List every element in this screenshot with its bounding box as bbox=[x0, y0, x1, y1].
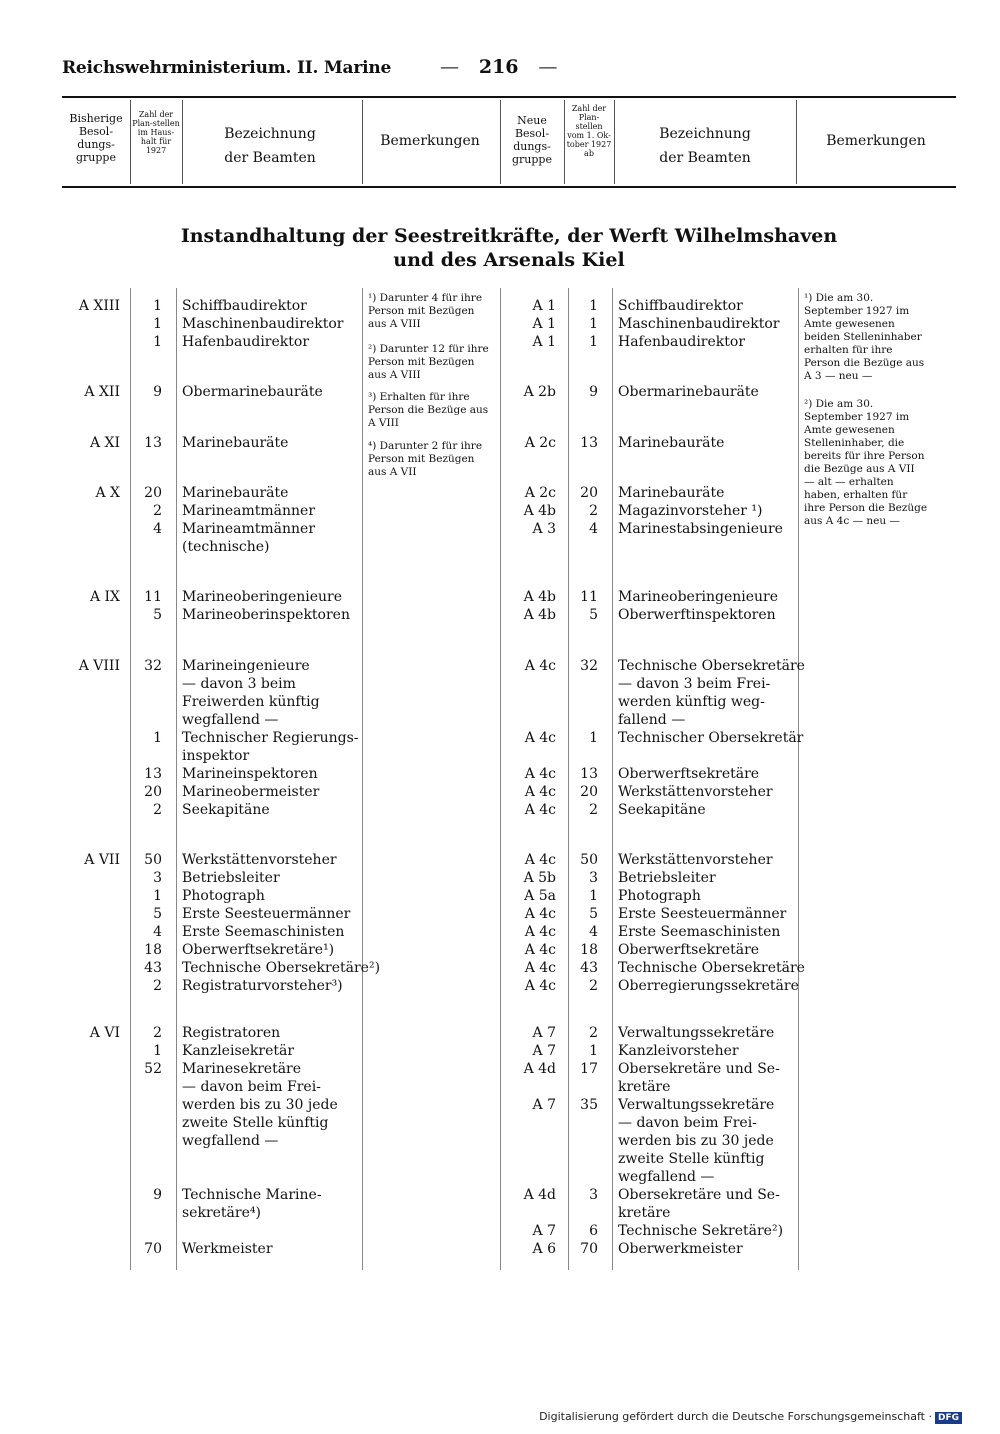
table-cell-new-count: 9 bbox=[589, 384, 598, 400]
table-cell-old-group bbox=[62, 606, 120, 624]
table-cell-old-group bbox=[62, 765, 120, 783]
table-cell-old-count bbox=[132, 747, 162, 765]
table-cell-old-title: Maschinenbaudirektor bbox=[182, 316, 344, 332]
table-cell-new-group: A 6 bbox=[532, 1241, 556, 1257]
table-cell-new-group: A 5b bbox=[523, 870, 556, 886]
table-cell-new-title: Oberwerftsekretäre bbox=[618, 942, 760, 958]
table-cell-old-count: 4 bbox=[153, 924, 162, 940]
table-cell-new-count bbox=[570, 693, 598, 711]
table-cell-old-title: Werkstättenvorsteher bbox=[182, 852, 337, 868]
page-number-block bbox=[440, 56, 557, 78]
table-cell-old-group bbox=[62, 941, 120, 959]
table-cell-new-count bbox=[570, 1168, 598, 1186]
table-cell-old-title bbox=[182, 1222, 360, 1240]
table-cell-old-count bbox=[132, 711, 162, 729]
table-cell-old-title: Marineoberinspektoren bbox=[182, 607, 350, 623]
table-cell-new-count: 1 bbox=[589, 730, 598, 746]
table-cell-old-group bbox=[62, 1078, 120, 1096]
table-cell-new-title: Marineoberingenieure bbox=[618, 589, 779, 605]
table-cell-old-count: 5 bbox=[153, 607, 162, 623]
table-cell-old-group bbox=[62, 887, 120, 905]
table-cell-old-title: Technische Obersekretäre²) bbox=[182, 960, 381, 976]
table-cell-new-title: werden künftig weg- bbox=[618, 694, 765, 710]
table-cell-new-title: Schiffbaudirektor bbox=[618, 298, 743, 314]
table-cell-old-count bbox=[132, 1222, 162, 1240]
table-cell-new-group bbox=[504, 1150, 556, 1168]
table-cell-new-count bbox=[570, 711, 598, 729]
table-cell-old-group bbox=[62, 333, 120, 351]
table-cell-old-title: Erste Seesteuermänner bbox=[182, 906, 351, 922]
col-divider bbox=[564, 100, 565, 184]
table-cell-new-count: 4 bbox=[589, 924, 598, 940]
table-cell-new-title: Erste Seemaschinisten bbox=[618, 924, 781, 940]
table-cell-new-group: A 2c bbox=[524, 485, 556, 501]
table-cell-new-group: A 4c bbox=[524, 906, 556, 922]
table-cell-new-group: A 5a bbox=[524, 888, 556, 904]
table-cell-new-title: Oberwerkmeister bbox=[618, 1241, 743, 1257]
table-cell-old-group bbox=[62, 977, 120, 995]
table-cell-new-count: 17 bbox=[580, 1061, 598, 1077]
table-cell-new-group: A 4c bbox=[524, 730, 556, 746]
table-cell-old-title: wegfallend — bbox=[182, 712, 279, 728]
table-cell-new-count: 6 bbox=[589, 1223, 598, 1239]
table-cell-old-count: 11 bbox=[144, 589, 162, 605]
table-cell-old-title: Technische Marine- bbox=[182, 1187, 322, 1203]
section-title-line2: und des Arsenals Kiel bbox=[393, 249, 625, 271]
table-cell-new-count: 13 bbox=[580, 766, 598, 782]
table-cell-new-group: A 7 bbox=[532, 1223, 556, 1239]
table-cell-old-group bbox=[62, 1060, 120, 1078]
body-divider bbox=[568, 288, 569, 1270]
table-cell-old-group bbox=[62, 783, 120, 801]
table-cell-new-title: Photograph bbox=[618, 888, 701, 904]
table-cell-old-count: 20 bbox=[144, 485, 162, 501]
col-new-title bbox=[620, 122, 790, 170]
note-left-2: ²) Darunter 12 für ihre Person mit Bezügen aus A VIII bbox=[368, 343, 489, 381]
table-cell-new-group bbox=[504, 1204, 556, 1222]
table-cell-old-title: Seekapitäne bbox=[182, 802, 270, 818]
table-cell-new-group bbox=[504, 1132, 556, 1150]
table-cell-new-count: 20 bbox=[580, 485, 598, 501]
dfg-logo: DFG bbox=[935, 1412, 962, 1424]
table-cell-old-title: Werkmeister bbox=[182, 1241, 273, 1257]
table-cell-new-title: Betriebsleiter bbox=[618, 870, 716, 886]
table-cell-new-title: kretäre bbox=[618, 1079, 671, 1095]
table-cell-new-group: A 1 bbox=[532, 316, 556, 332]
table-cell-new-title: Technische Obersekretäre bbox=[618, 658, 805, 674]
table-cell-new-title bbox=[618, 538, 796, 556]
table-cell-old-count bbox=[132, 1204, 162, 1222]
table-cell-old-count: 9 bbox=[153, 384, 162, 400]
table-cell-old-title: Marineamtmänner bbox=[182, 503, 316, 519]
table-cell-new-count: 4 bbox=[589, 521, 598, 537]
table-cell-old-group bbox=[62, 538, 120, 556]
table-cell-new-title: Obersekretäre und Se- bbox=[618, 1061, 780, 1077]
table-cell-old-count bbox=[132, 1096, 162, 1114]
table-cell-new-group: A 4c bbox=[524, 658, 556, 674]
body-divider bbox=[500, 288, 501, 1270]
table-cell-old-count: 52 bbox=[144, 1061, 162, 1077]
table-cell-old-count: 20 bbox=[144, 784, 162, 800]
table-cell-new-count bbox=[570, 675, 598, 693]
table-cell-new-count bbox=[570, 1078, 598, 1096]
table-cell-old-title: Marinebauräte bbox=[182, 485, 289, 501]
table-cell-old-title: Marineinspektoren bbox=[182, 766, 318, 782]
table-cell-new-count: 70 bbox=[580, 1241, 598, 1257]
table-cell-new-title bbox=[618, 747, 796, 765]
table-cell-new-group: A 4c bbox=[524, 784, 556, 800]
table-cell-old-group: A XI bbox=[89, 435, 120, 451]
table-cell-old-title: Technischer Regierungs- bbox=[182, 730, 359, 746]
col-divider bbox=[362, 100, 363, 184]
table-cell-new-title: Marinebauräte bbox=[618, 435, 725, 451]
note-right-1: ¹) Die am 30. September 1927 im Amte gewesenen beiden Stelleninhaber erhalten für ihre Person die Bezüge aus A 3 — neu — bbox=[804, 292, 925, 382]
table-cell-old-count bbox=[132, 1168, 162, 1186]
table-cell-old-title: Hafenbaudirektor bbox=[182, 334, 310, 350]
table-cell-old-title: Kanzleisekretär bbox=[182, 1043, 295, 1059]
table-cell-old-count: 13 bbox=[144, 435, 162, 451]
table-cell-new-group: A 4c bbox=[524, 942, 556, 958]
table-cell-old-group bbox=[62, 959, 120, 977]
table-cell-new-group: A 4c bbox=[524, 924, 556, 940]
table-cell-new-count: 18 bbox=[580, 942, 598, 958]
col-new-title-line2: der Beamten bbox=[659, 150, 751, 166]
table-cell-new-title: fallend — bbox=[618, 712, 686, 728]
table-cell-new-title: Marinebauräte bbox=[618, 485, 725, 501]
table-cell-old-title: — davon beim Frei- bbox=[182, 1079, 321, 1095]
col-old-group: Bisherige Besol-dungs-gruppe bbox=[69, 112, 123, 164]
table-cell-new-group bbox=[504, 675, 556, 693]
table-cell-old-title: Marinebauräte bbox=[182, 435, 289, 451]
table-cell-old-title: wegfallend — bbox=[182, 1133, 279, 1149]
table-cell-old-count: 1 bbox=[153, 316, 162, 332]
table-cell-new-group: A 1 bbox=[532, 334, 556, 350]
col-divider bbox=[130, 100, 131, 184]
table-cell-new-group: A 4c bbox=[524, 852, 556, 868]
table-cell-old-title: Marinesekretäre bbox=[182, 1061, 302, 1077]
table-cell-new-title: Oberwerftsekretäre bbox=[618, 766, 760, 782]
table-cell-new-count bbox=[570, 1204, 598, 1222]
header-top-rule bbox=[62, 96, 956, 98]
col-old-title bbox=[190, 122, 350, 170]
col-old-remarks: Bemerkungen bbox=[380, 133, 480, 149]
table-cell-old-count bbox=[132, 693, 162, 711]
table-cell-new-title: Hafenbaudirektor bbox=[618, 334, 746, 350]
table-cell-old-group: A XII bbox=[84, 384, 120, 400]
table-cell-old-count: 1 bbox=[153, 888, 162, 904]
table-cell-new-count: 3 bbox=[589, 870, 598, 886]
col-old-count: Zahl der Plan-stellen im Haus-halt für 1927 bbox=[132, 110, 180, 155]
table-cell-new-title: zweite Stelle künftig bbox=[618, 1151, 765, 1167]
body-divider bbox=[612, 288, 613, 1270]
table-cell-new-count: 1 bbox=[589, 888, 598, 904]
table-cell-new-group bbox=[504, 538, 556, 556]
table-cell-new-title: Oberregierungssekretäre bbox=[618, 978, 799, 994]
table-cell-new-count: 1 bbox=[589, 298, 598, 314]
col-old-title-line1: Bezeichnung bbox=[224, 126, 316, 142]
table-cell-old-count: 32 bbox=[144, 658, 162, 674]
table-cell-old-title: inspektor bbox=[182, 748, 250, 764]
table-cell-new-title: Verwaltungssekretäre bbox=[618, 1097, 775, 1113]
table-cell-old-count bbox=[132, 538, 162, 556]
table-cell-new-group bbox=[504, 1168, 556, 1186]
table-cell-old-group bbox=[62, 801, 120, 819]
table-cell-new-group bbox=[504, 1114, 556, 1132]
table-cell-new-count bbox=[570, 747, 598, 765]
table-cell-new-count: 2 bbox=[589, 978, 598, 994]
table-cell-new-group bbox=[504, 693, 556, 711]
table-cell-new-group: A 4b bbox=[523, 589, 556, 605]
table-cell-old-count bbox=[132, 1114, 162, 1132]
table-cell-old-group: A XIII bbox=[78, 298, 120, 314]
table-cell-old-title: Registratoren bbox=[182, 1025, 281, 1041]
col-new-count: Zahl der Plan-stellen vom 1. Ok-tober 1927 ab bbox=[566, 104, 612, 158]
table-cell-new-group: A 7 bbox=[532, 1043, 556, 1059]
table-cell-old-count: 9 bbox=[153, 1187, 162, 1203]
table-cell-old-count: 2 bbox=[153, 978, 162, 994]
table-cell-old-count: 1 bbox=[153, 730, 162, 746]
table-cell-old-title: Erste Seemaschinisten bbox=[182, 924, 345, 940]
table-cell-old-group bbox=[62, 905, 120, 923]
table-cell-old-count: 2 bbox=[153, 1025, 162, 1041]
table-cell-old-count: 2 bbox=[153, 503, 162, 519]
body-divider bbox=[176, 288, 177, 1270]
table-cell-new-count: 32 bbox=[580, 658, 598, 674]
table-cell-new-title: Marinestabsingenieure bbox=[618, 521, 783, 537]
table-cell-new-count: 2 bbox=[589, 503, 598, 519]
table-cell-old-group bbox=[62, 1042, 120, 1060]
table-cell-old-title: (technische) bbox=[182, 539, 270, 555]
col-new-group: Neue Besol-dungs-gruppe bbox=[512, 114, 552, 166]
table-cell-new-count: 20 bbox=[580, 784, 598, 800]
table-cell-old-count: 50 bbox=[144, 852, 162, 868]
table-cell-old-group: A VIII bbox=[78, 658, 120, 674]
table-cell-new-group bbox=[504, 711, 556, 729]
table-cell-new-group: A 7 bbox=[532, 1025, 556, 1041]
table-cell-new-title: Verwaltungssekretäre bbox=[618, 1025, 775, 1041]
table-cell-new-count: 43 bbox=[580, 960, 598, 976]
footer-credit bbox=[539, 1410, 962, 1424]
table-cell-new-title: Kanzleivorsteher bbox=[618, 1043, 739, 1059]
table-cell-old-count: 70 bbox=[144, 1241, 162, 1257]
table-cell-new-count: 5 bbox=[589, 607, 598, 623]
table-cell-old-title: sekretäre⁴) bbox=[182, 1205, 261, 1221]
table-cell-new-group: A 4d bbox=[523, 1061, 556, 1077]
table-cell-old-title: Marineingenieure bbox=[182, 658, 310, 674]
table-cell-old-group bbox=[62, 315, 120, 333]
note-left-4: ⁴) Darunter 2 für ihre Person mit Bezügen aus A VII bbox=[368, 440, 483, 478]
table-cell-old-title: Obermarinebauräte bbox=[182, 384, 323, 400]
table-cell-new-count: 1 bbox=[589, 1043, 598, 1059]
table-cell-old-group bbox=[62, 747, 120, 765]
table-cell-new-count bbox=[570, 1114, 598, 1132]
table-cell-new-count: 50 bbox=[580, 852, 598, 868]
table-cell-new-title: Maschinenbaudirektor bbox=[618, 316, 780, 332]
col-divider bbox=[182, 100, 183, 184]
table-cell-old-title: — davon 3 beim bbox=[182, 676, 296, 692]
table-cell-old-count: 13 bbox=[144, 766, 162, 782]
table-cell-new-title: Obersekretäre und Se- bbox=[618, 1187, 780, 1203]
table-cell-new-title: Magazinvorsteher ¹) bbox=[618, 503, 763, 519]
table-cell-old-count bbox=[132, 1078, 162, 1096]
table-cell-new-count bbox=[570, 1132, 598, 1150]
col-divider bbox=[500, 100, 501, 184]
table-cell-old-title: zweite Stelle künftig bbox=[182, 1115, 329, 1131]
page-dash-right: — bbox=[538, 56, 558, 78]
table-cell-old-group bbox=[62, 502, 120, 520]
table-cell-old-group: A IX bbox=[89, 589, 120, 605]
table-cell-old-group: A X bbox=[95, 485, 120, 501]
note-right-2: ²) Die am 30. September 1927 im Amte gewesenen Stelleninhaber, die bereits für ihre Person die Bezüge aus A VII — alt — erhalten haben, erhalten für ihre Person die Bezüge aus A 4c — neu — bbox=[804, 398, 928, 527]
table-cell-old-count: 5 bbox=[153, 906, 162, 922]
table-cell-old-count: 4 bbox=[153, 521, 162, 537]
col-old-title-line2: der Beamten bbox=[224, 150, 316, 166]
table-cell-new-group: A 1 bbox=[532, 298, 556, 314]
table-cell-new-group: A 2c bbox=[524, 435, 556, 451]
table-cell-new-count: 11 bbox=[580, 589, 598, 605]
table-cell-new-group: A 4c bbox=[524, 978, 556, 994]
table-cell-new-title: kretäre bbox=[618, 1205, 671, 1221]
table-cell-new-title: Werkstättenvorsteher bbox=[618, 784, 773, 800]
table-cell-old-count: 43 bbox=[144, 960, 162, 976]
table-cell-new-group: A 4c bbox=[524, 766, 556, 782]
table-cell-new-title: — davon beim Frei- bbox=[618, 1115, 757, 1131]
table-cell-new-count: 1 bbox=[589, 334, 598, 350]
table-cell-new-group: A 4d bbox=[523, 1187, 556, 1203]
table-cell-new-count: 2 bbox=[589, 802, 598, 818]
table-cell-old-title: Photograph bbox=[182, 888, 265, 904]
table-cell-old-title: Marineobermeister bbox=[182, 784, 320, 800]
table-cell-old-title: Betriebsleiter bbox=[182, 870, 280, 886]
table-cell-new-group: A 4c bbox=[524, 960, 556, 976]
table-cell-old-title: Oberwerftsekretäre¹) bbox=[182, 942, 335, 958]
table-cell-new-count: 35 bbox=[580, 1097, 598, 1113]
table-cell-new-title: Technische Obersekretäre bbox=[618, 960, 805, 976]
table-cell-new-count: 5 bbox=[589, 906, 598, 922]
table-cell-old-count: 1 bbox=[153, 298, 162, 314]
table-cell-old-group bbox=[62, 1204, 120, 1222]
note-left-1: ¹) Darunter 4 für ihre Person mit Bezügen aus A VIII bbox=[368, 292, 483, 330]
table-cell-old-group bbox=[62, 729, 120, 747]
table-cell-new-title: Oberwerftinspektoren bbox=[618, 607, 776, 623]
table-cell-old-title: werden bis zu 30 jede bbox=[182, 1097, 338, 1113]
table-cell-old-title: Marineoberingenieure bbox=[182, 589, 343, 605]
table-cell-old-group bbox=[62, 1114, 120, 1132]
table-cell-old-group bbox=[62, 693, 120, 711]
body-divider bbox=[130, 288, 131, 1270]
header-bottom-rule bbox=[62, 186, 956, 188]
table-cell-new-title: — davon 3 beim Frei- bbox=[618, 676, 771, 692]
table-cell-old-count: 2 bbox=[153, 802, 162, 818]
table-cell-old-group bbox=[62, 520, 120, 538]
table-cell-old-group bbox=[62, 1150, 120, 1168]
table-cell-new-title: Technischer Obersekretär bbox=[618, 730, 804, 746]
table-cell-old-count: 1 bbox=[153, 1043, 162, 1059]
table-cell-old-title: Schiffbaudirektor bbox=[182, 298, 307, 314]
note-left-3: ³) Erhalten für ihre Person die Bezüge aus A VIII bbox=[368, 391, 489, 429]
table-cell-old-count bbox=[132, 675, 162, 693]
table-cell-old-group bbox=[62, 1222, 120, 1240]
table-cell-new-count: 3 bbox=[589, 1187, 598, 1203]
table-cell-new-group: A 4b bbox=[523, 607, 556, 623]
page-dash-left: — bbox=[440, 56, 459, 78]
table-cell-new-group bbox=[504, 747, 556, 765]
table-cell-new-group: A 3 bbox=[532, 521, 556, 537]
table-cell-new-count: 2 bbox=[589, 1025, 598, 1041]
table-cell-old-count: 18 bbox=[144, 942, 162, 958]
running-header: Reichswehrministerium. II. Marine bbox=[62, 58, 392, 78]
table-cell-old-count bbox=[132, 1150, 162, 1168]
table-cell-old-title: Marineamtmänner bbox=[182, 521, 316, 537]
col-divider bbox=[614, 100, 615, 184]
footer-text: Digitalisierung gefördert durch die Deutsche Forschungsgemeinschaft · bbox=[539, 1410, 932, 1423]
table-cell-old-title: Registraturvorsteher³) bbox=[182, 978, 343, 994]
table-cell-old-title bbox=[182, 1150, 360, 1168]
table-cell-old-title: Freiwerden künftig bbox=[182, 694, 320, 710]
table-cell-old-group bbox=[62, 675, 120, 693]
table-cell-new-title: Werkstättenvorsteher bbox=[618, 852, 773, 868]
table-cell-new-title: Technische Sekretäre²) bbox=[618, 1223, 784, 1239]
table-cell-old-title bbox=[182, 1168, 360, 1186]
table-cell-new-group bbox=[504, 1078, 556, 1096]
table-cell-old-group bbox=[62, 1132, 120, 1150]
table-cell-old-group bbox=[62, 1168, 120, 1186]
table-cell-old-count bbox=[132, 1132, 162, 1150]
table-cell-old-group bbox=[62, 1096, 120, 1114]
col-new-remarks: Bemerkungen bbox=[826, 133, 926, 149]
table-cell-old-group: A VI bbox=[89, 1025, 120, 1041]
table-cell-old-group bbox=[62, 1186, 120, 1204]
table-cell-old-group bbox=[62, 711, 120, 729]
body-divider bbox=[362, 288, 363, 1270]
table-cell-new-title: Seekapitäne bbox=[618, 802, 706, 818]
table-cell-new-group: A 4b bbox=[523, 503, 556, 519]
table-cell-old-group: A VII bbox=[84, 852, 120, 868]
table-cell-new-title: werden bis zu 30 jede bbox=[618, 1133, 774, 1149]
table-cell-old-group bbox=[62, 1240, 120, 1258]
table-cell-new-title: Erste Seesteuermänner bbox=[618, 906, 787, 922]
table-cell-new-group: A 2b bbox=[523, 384, 556, 400]
table-cell-new-group: A 7 bbox=[532, 1097, 556, 1113]
col-new-title-line1: Bezeichnung bbox=[659, 126, 751, 142]
body-divider bbox=[798, 288, 799, 1270]
table-cell-old-count: 1 bbox=[153, 334, 162, 350]
table-cell-new-title: Obermarinebauräte bbox=[618, 384, 759, 400]
table-cell-new-group: A 4c bbox=[524, 802, 556, 818]
table-cell-new-count bbox=[570, 538, 598, 556]
table-cell-old-count: 3 bbox=[153, 870, 162, 886]
table-cell-new-count: 1 bbox=[589, 316, 598, 332]
table-cell-new-count: 13 bbox=[580, 435, 598, 451]
col-divider bbox=[796, 100, 797, 184]
table-cell-old-group bbox=[62, 923, 120, 941]
table-cell-old-group bbox=[62, 869, 120, 887]
table-cell-new-title: wegfallend — bbox=[618, 1169, 715, 1185]
page-number: 216 bbox=[478, 56, 519, 78]
table-cell-new-count bbox=[570, 1150, 598, 1168]
section-title-line1: Instandhaltung der Seestreitkräfte, der Werft Wilhelmshaven bbox=[180, 225, 838, 247]
